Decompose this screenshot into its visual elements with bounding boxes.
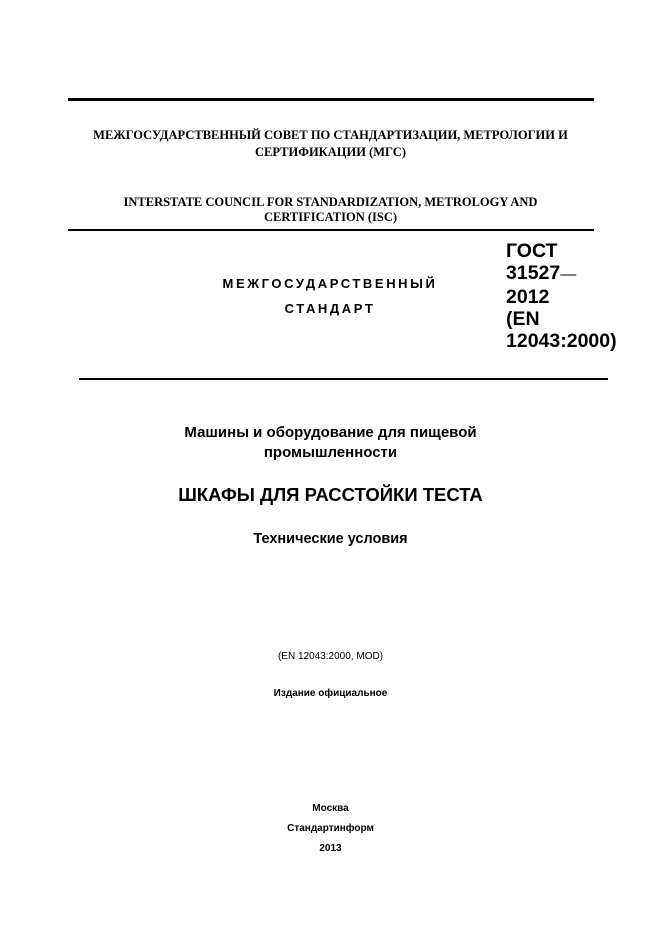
document-main-title: ШКАФЫ ДЛЯ РАССТОЙКИ ТЕСТА — [178, 484, 483, 505]
imprint-city: Москва — [312, 803, 349, 814]
standard-type-line2: СТАНДАРТ — [284, 301, 376, 316]
council-name-ru-line2: СЕРТИФИКАЦИИ (МГС) — [255, 145, 406, 159]
gost-designation — [506, 240, 656, 352]
imprint-year: 2013 — [319, 843, 342, 854]
gost-label: ГОСТ — [506, 240, 558, 262]
document-subtitle: Технические условия — [253, 531, 408, 547]
imprint-publisher: Стандартинформ — [287, 823, 374, 834]
council-name-en-line1: INTERSTATE COUNCIL FOR STANDARDIZATION, METROLOGY AND — [123, 195, 538, 209]
international-reference: (EN 12043:2000, MOD) — [277, 651, 384, 662]
gost-year: 2012 — [506, 286, 550, 308]
scope-title-line1: Машины и оборудование для пищевой — [184, 424, 477, 441]
edition-note: Издание официальное — [273, 688, 388, 699]
document-scope-title — [60, 423, 601, 463]
designation-rule — [79, 378, 608, 380]
gost-number: 31527 — [506, 262, 561, 284]
council-name-en-line2: CERTIFICATION (ISC) — [263, 210, 398, 224]
council-name-ru — [60, 127, 601, 161]
gost-number-line — [506, 262, 656, 286]
standard-type — [180, 271, 480, 321]
top-rule — [68, 98, 594, 101]
council-name-en — [60, 195, 601, 225]
council-name-ru-line1: МЕЖГОСУДАРСТВЕННЫЙ СОВЕТ ПО СТАНДАРТИЗАЦИИ, МЕТРОЛОГИИ И — [93, 128, 568, 142]
standard-type-line1: МЕЖГОСУДАРСТВЕННЫЙ — [222, 276, 438, 291]
gost-en-ref-line1: (EN — [506, 308, 540, 330]
gost-dash: — — [560, 266, 577, 283]
scope-title-line2: промышленности — [263, 444, 398, 461]
header-rule — [68, 229, 594, 231]
gost-en-ref-line2: 12043:2000) — [506, 330, 617, 352]
